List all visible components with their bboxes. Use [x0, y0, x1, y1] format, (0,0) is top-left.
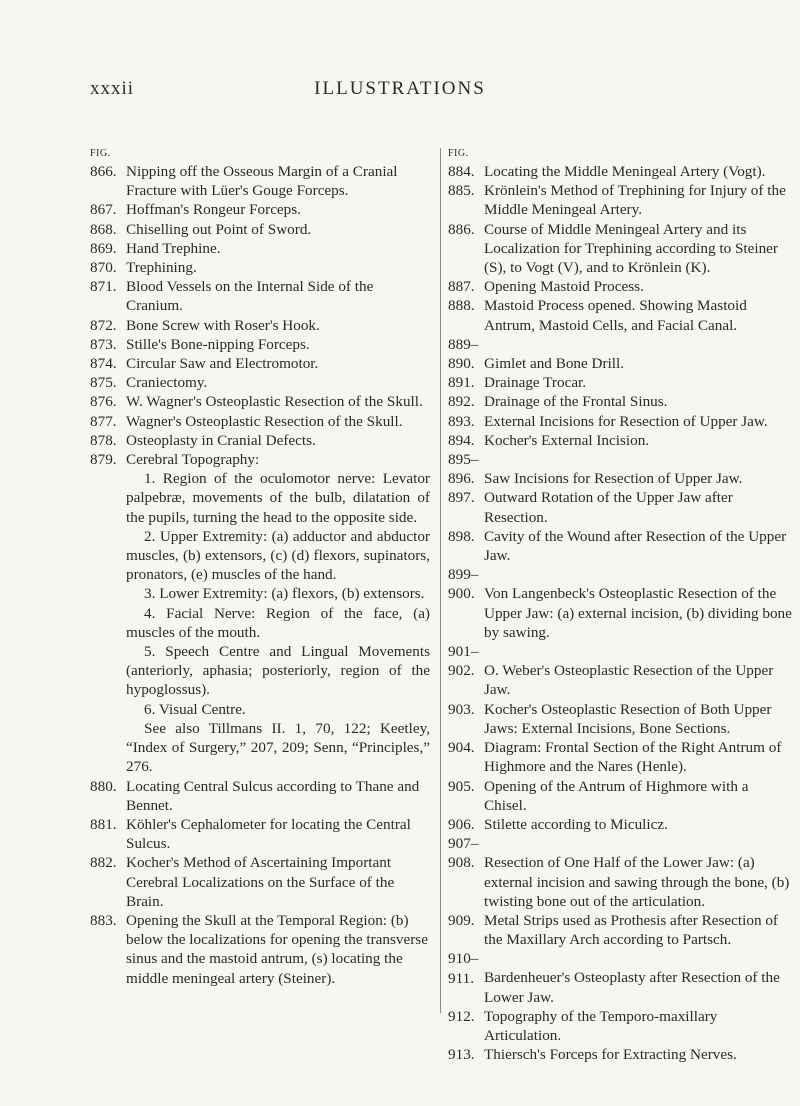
list-item: [448, 277, 793, 296]
figure-number: 895–896.: [448, 451, 479, 488]
column-divider: [440, 148, 441, 1013]
left-entries-list: [90, 162, 430, 469]
figure-caption: Topography of the Temporo-maxillary Articulation.: [484, 1007, 718, 1045]
figure-number: 886.: [448, 220, 475, 238]
figure-caption: Locating Central Sulcus according to Thane and Bennet.: [126, 777, 420, 814]
figure-number: 872.: [90, 316, 117, 334]
list-item: [448, 700, 793, 738]
list-item: [90, 162, 430, 200]
list-item: [448, 373, 793, 392]
left-entries-after: [90, 777, 430, 988]
figure-caption: Diagram: Frontal Section of the Right Antrum of Highmore and the Nares (Henle).: [484, 739, 782, 776]
figure-caption: Resection of One Half of the Lower Jaw: (a) external incision and sawing through the bone, (b) twisting bone out of the articulation.: [484, 854, 790, 910]
figure-number: 874.: [90, 355, 117, 373]
list-item: [448, 450, 793, 488]
page-title: ILLUSTRATIONS: [314, 78, 486, 99]
figure-number: 868.: [90, 220, 117, 238]
list-item: [448, 488, 793, 526]
figure-number: 877.: [90, 412, 117, 430]
figure-number: 885.: [448, 182, 475, 200]
list-item: [448, 777, 793, 815]
figure-number: 866.: [90, 163, 117, 180]
figure-caption: Wagner's Osteoplastic Resection of the Skull.: [126, 412, 403, 430]
list-item: [448, 565, 793, 642]
figure-caption: Craniectomy.: [126, 374, 208, 392]
figure-number: 894.: [448, 431, 475, 449]
figure-caption: Cavity of the Wound after Resection of the Upper Jaw.: [484, 527, 787, 565]
sub-entry: 5. Speech Centre and Lingual Movements (anteriorly, aphasia; posteriorly, region of the hypoglossus).: [126, 643, 430, 699]
figure-number: 876.: [90, 393, 117, 411]
figure-number: 903.: [448, 700, 475, 718]
figure-number: 905.: [448, 777, 475, 795]
list-item: [90, 412, 430, 431]
figure-number: 888.: [448, 297, 475, 315]
sub-entry: 1. Region of the oculomotor nerve: Levator palpebræ, movements of the bulb, dilatation of the pupils, turning the head to the opposite side.: [126, 470, 430, 526]
figure-caption: Opening the Skull at the Temporal Region: (b) below the localizations for opening the transverse sinus and the mastoid antrum, (s) locating the middle meningeal artery (Steiner).: [126, 911, 428, 987]
figure-caption: Metal Strips used as Prothesis after Resection of the Maxillary Arch according to Partsch.: [484, 911, 778, 949]
figure-number: 906.: [448, 815, 475, 833]
figure-caption: Circular Saw and Electromotor.: [126, 355, 319, 373]
figure-number: 897.: [448, 489, 475, 507]
figure-caption: O. Weber's Osteoplastic Resection of the Upper Jaw.: [484, 662, 774, 699]
figure-caption: Thiersch's Forceps for Extracting Nerves.: [484, 1046, 737, 1064]
figure-caption: Hand Trephine.: [126, 239, 221, 257]
figure-caption: Stilette according to Miculicz.: [484, 815, 668, 833]
figure-number: 887.: [448, 278, 475, 296]
list-item: [90, 200, 430, 219]
list-item: [448, 296, 793, 334]
list-item: [448, 642, 793, 700]
list-item: [448, 738, 793, 776]
figure-caption: Drainage of the Frontal Sinus.: [484, 393, 668, 411]
figure-number: 907–908.: [448, 835, 479, 872]
figure-number: 873.: [90, 335, 117, 353]
list-item: [90, 220, 430, 239]
figure-number: 899–900.: [448, 566, 479, 603]
list-item: [90, 258, 430, 277]
list-item: [448, 335, 793, 373]
figure-number: 910–911.: [448, 950, 479, 987]
page-header: [90, 78, 710, 108]
list-item: [90, 335, 430, 354]
figure-number: 912.: [448, 1007, 475, 1025]
figure-caption: Krönlein's Method of Trephining for Injury of the Middle Meningeal Artery.: [484, 182, 786, 219]
list-item: [90, 431, 430, 450]
figure-caption: Drainage Trocar.: [484, 374, 587, 392]
sub-entry: See also Tillmans II. 1, 70, 122; Keetley, “Index of Surgery,” 207, 209; Senn, “Principles,” 276.: [126, 719, 430, 776]
figure-caption: Kocher's Osteoplastic Resection of Both Upper Jaws: External Incisions, Bone Sections.: [484, 700, 772, 737]
fig-label: FIG.: [90, 148, 111, 159]
list-item: [448, 834, 793, 911]
list-item: [448, 815, 793, 834]
list-item: [448, 392, 793, 411]
list-item: [90, 239, 430, 258]
list-item: [90, 373, 430, 392]
figure-caption: Trephining.: [126, 259, 197, 277]
figure-caption: Hoffman's Rongeur Forceps.: [126, 201, 301, 219]
list-item: [90, 354, 430, 373]
right-column: [448, 148, 793, 1065]
list-item: [448, 431, 793, 450]
figure-caption: W. Wagner's Osteoplastic Resection of the Skull.: [126, 393, 423, 411]
figure-number: 875.: [90, 374, 117, 392]
sub-entry: 2. Upper Extremity: (a) adductor and abductor muscles, (b) extensors, (c) (d) flexors, supinators, pronators, (e) muscles of the hand.: [126, 527, 430, 584]
list-item: [90, 777, 430, 815]
list-item: [90, 911, 430, 988]
sub-entry: 3. Lower Extremity: (a) flexors, (b) extensors.: [144, 585, 425, 603]
figure-caption: Gimlet and Bone Drill.: [484, 355, 625, 373]
figure-caption: Chiselling out Point of Sword.: [126, 220, 312, 238]
figure-number: 879.: [90, 451, 117, 469]
figure-number: 892.: [448, 393, 475, 411]
fig-label: FIG.: [448, 148, 469, 159]
figure-number: 909.: [448, 911, 475, 929]
sub-entry: 6. Visual Centre.: [144, 700, 246, 718]
figure-number: 871.: [90, 278, 117, 296]
sub-entry: 4. Facial Nerve: Region of the face, (a) muscles of the mouth.: [126, 604, 430, 641]
figure-caption: Course of Middle Meningeal Artery and its Localization for Trephining according to Steiner (S), to Vogt (V), and to Krönlein (K).: [484, 220, 778, 277]
figure-number: 891.: [448, 374, 475, 392]
figure-number: 882.: [90, 854, 117, 872]
list-item: [448, 220, 793, 278]
figure-number: 884.: [448, 163, 475, 180]
figure-number: 904.: [448, 739, 475, 757]
figure-number: 883.: [90, 911, 117, 929]
left-column: [90, 148, 430, 988]
page-number: xxxii: [90, 78, 135, 99]
figure-number: 901–902.: [448, 643, 479, 680]
list-item: [448, 911, 793, 949]
figure-number: 913.: [448, 1046, 475, 1064]
figure-caption: External Incisions for Resection of Upper Jaw.: [484, 412, 768, 430]
list-item: [90, 316, 430, 335]
figure-caption: Kocher's External Incision.: [484, 431, 650, 449]
figure-caption: Bone Screw with Roser's Hook.: [126, 316, 320, 334]
list-item: [448, 412, 793, 431]
figure-caption: Stille's Bone-nipping Forceps.: [126, 335, 310, 353]
figure-caption: Blood Vessels on the Internal Side of the Cranium.: [126, 278, 374, 315]
list-item: [90, 277, 430, 315]
figure-caption: Saw Incisions for Resection of Upper Jaw.: [484, 470, 743, 488]
list-item: [90, 815, 430, 853]
figure-caption: Nipping off the Osseous Margin of a Cranial Fracture with Lüer's Gouge Forceps.: [126, 163, 398, 200]
figure-caption: Von Langenbeck's Osteoplastic Resection of the Upper Jaw: (a) external incision, (b) dividing bone by sawing.: [484, 585, 792, 641]
figure-caption: Kocher's Method of Ascertaining Important Cerebral Localizations on the Surface of the Brain.: [126, 854, 395, 910]
figure-caption: Mastoid Process opened. Showing Mastoid Antrum, Mastoid Cells, and Facial Canal.: [484, 297, 747, 334]
left-sub-entries: [90, 469, 430, 776]
figure-number: 898.: [448, 527, 475, 545]
figure-caption: Cerebral Topography:: [126, 451, 260, 469]
figure-number: 870.: [90, 259, 117, 277]
figure-caption: Locating the Middle Meningeal Artery (Vogt).: [484, 163, 766, 180]
list-item: [448, 949, 793, 1007]
list-item: [90, 853, 430, 911]
figure-number: 881.: [90, 815, 117, 833]
list-item: [448, 1007, 793, 1045]
figure-number: 889–890.: [448, 335, 479, 373]
figure-number: 878.: [90, 431, 117, 449]
figure-number: 893.: [448, 412, 475, 430]
figure-caption: Opening of the Antrum of Highmore with a Chisel.: [484, 777, 749, 814]
figure-number: 867.: [90, 201, 117, 219]
figure-caption: Bardenheuer's Osteoplasty after Resection of the Lower Jaw.: [484, 969, 780, 1006]
list-item: [448, 162, 793, 181]
list-item: [448, 527, 793, 565]
list-item: [90, 450, 430, 469]
right-entries-list: [448, 162, 793, 1065]
list-item: [448, 181, 793, 219]
figure-caption: Köhler's Cephalometer for locating the Central Sulcus.: [126, 815, 411, 853]
list-item: [448, 1045, 793, 1064]
figure-number: 869.: [90, 239, 117, 257]
figure-caption: Opening Mastoid Process.: [484, 278, 644, 296]
figure-number: 880.: [90, 777, 117, 795]
figure-caption: Outward Rotation of the Upper Jaw after Resection.: [484, 489, 733, 526]
figure-caption: Osteoplasty in Cranial Defects.: [126, 431, 316, 449]
list-item: [90, 392, 430, 411]
